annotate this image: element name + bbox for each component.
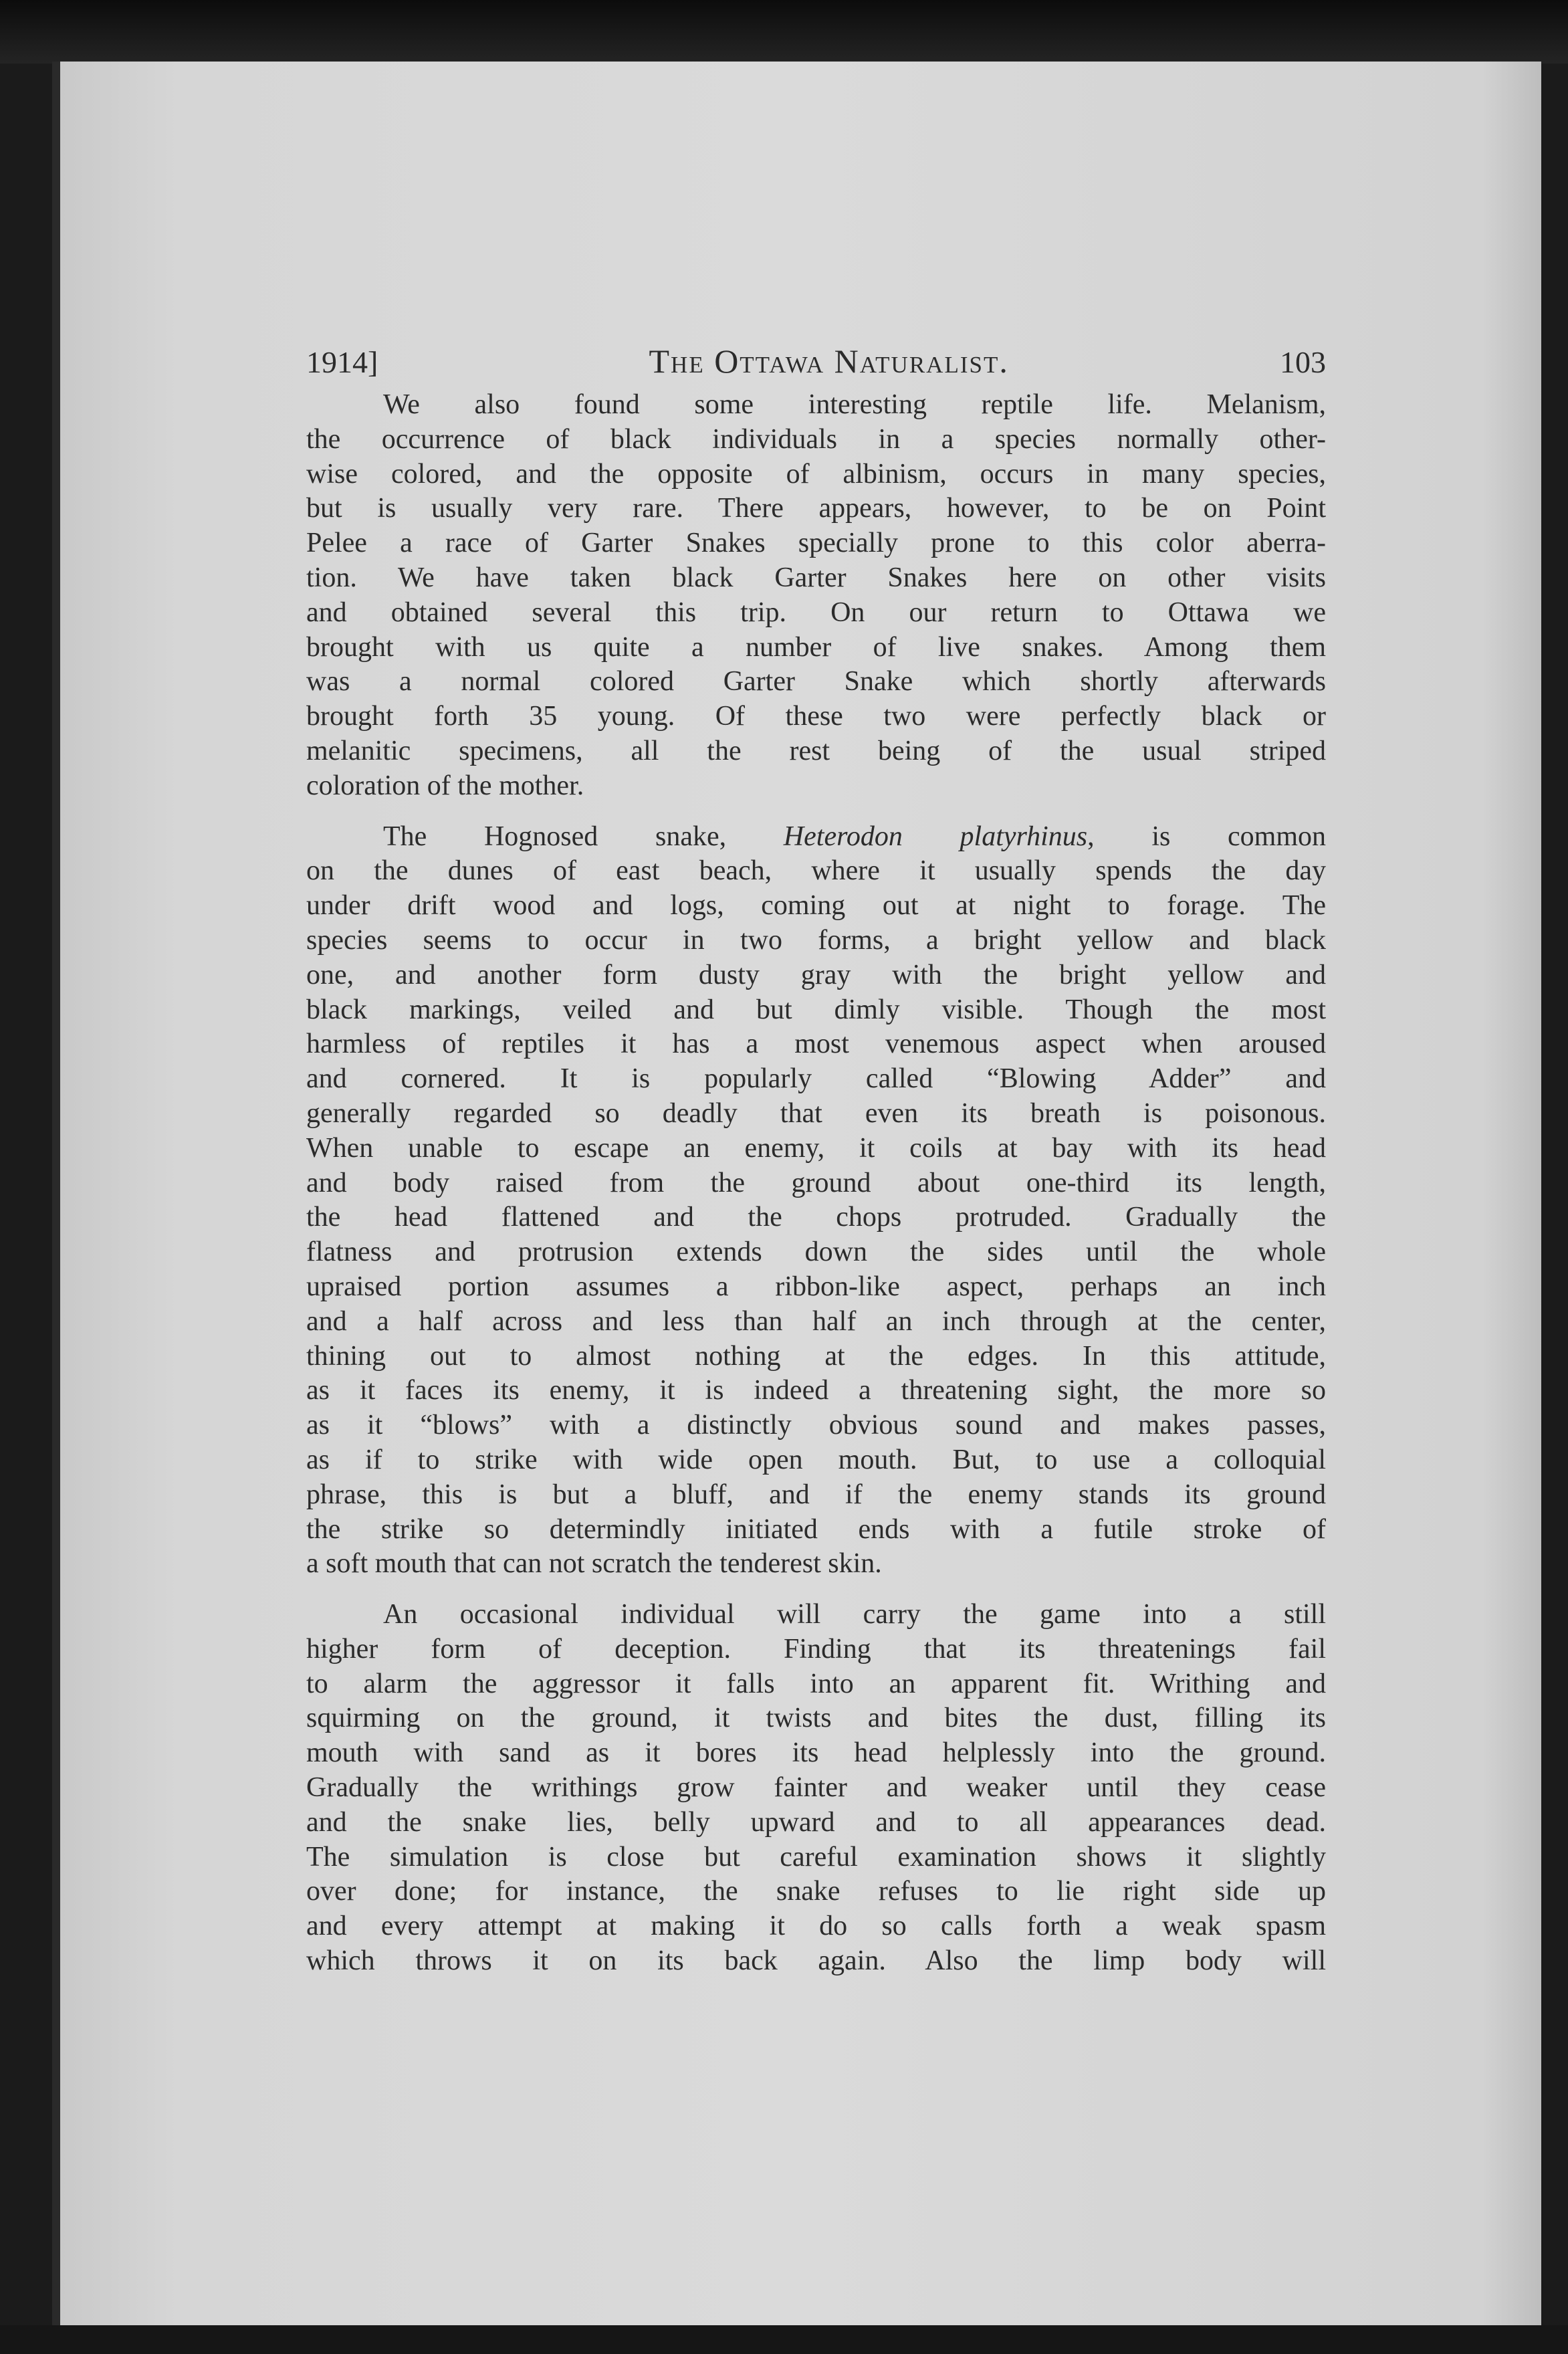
text-line: upraised portion assumes a ribbon-like aspect, perhaps an inch: [306, 1271, 1326, 1302]
page-number: 103: [1280, 345, 1326, 379]
text-line: over done; for instance, the snake refuses to lie right side up: [306, 1876, 1326, 1907]
paragraph-melanism: [306, 388, 1326, 804]
text-line: melanitic specimens, all the rest being of the usual striped: [306, 735, 1326, 766]
text-line: and cornered. It is popularly called “Blowing Adder” and: [306, 1063, 1326, 1095]
scan-top-border: [0, 0, 1568, 64]
scan-bottom-border: [0, 2325, 1568, 2354]
text-line: was a normal colored Garter Snake which shortly afterwards: [306, 666, 1326, 698]
text-line: as it “blows” with a distinctly obvious sound and makes passes,: [306, 1410, 1326, 1441]
text-line: the head flattened and the chops protruded. Gradually the: [306, 1202, 1326, 1233]
text-line: wise colored, and the opposite of albinism, occurs in many species,: [306, 458, 1326, 490]
text-line: generally regarded so deadly that even its breath is poisonous.: [306, 1097, 1326, 1129]
text-line: [306, 820, 1326, 855]
text-line: tion. We have taken black Garter Snakes here on other visits: [306, 562, 1326, 593]
text-line: Gradually the writhings grow fainter and weaker until they cease: [306, 1772, 1326, 1804]
text-line: harmless of reptiles it has a most venemous aspect when aroused: [306, 1029, 1326, 1060]
journal-title: The Ottawa Naturalist.: [649, 342, 1009, 380]
text-line: flatness and protrusion extends down the sides until the whole: [306, 1237, 1326, 1268]
text-line: brought forth 35 young. Of these two were perfectly black or: [306, 701, 1326, 732]
text-line: but is usually very rare. There appears, however, to be on Point: [306, 493, 1326, 524]
text-line: squirming on the ground, it twists and bites the dust, filling its: [306, 1703, 1326, 1734]
text-line: and the snake lies, belly upward and to all appearances dead.: [306, 1806, 1326, 1838]
text-line: the strike so determindly initiated ends with a futile stroke of: [306, 1513, 1326, 1545]
text-line: and a half across and less than half an inch through at the center,: [306, 1305, 1326, 1337]
running-head: [306, 341, 1326, 383]
text-line: as if to strike with wide open mouth. But, to use a colloquial: [306, 1444, 1326, 1475]
paragraph-deception: [306, 1598, 1326, 1979]
text-line: We also found some interesting reptile life. Melanism,: [383, 389, 1326, 420]
text-line: which throws it on its back again. Also the limp body will: [306, 1945, 1326, 1977]
text-line: a soft mouth that can not scratch the tenderest skin.: [306, 1548, 882, 1580]
text-line: the occurrence of black individuals in a species normally other-: [306, 423, 1326, 455]
text-line: black markings, veiled and but dimly visible. Though the most: [306, 994, 1326, 1025]
text-line: When unable to escape an enemy, it coils at bay with its head: [306, 1132, 1326, 1164]
text-line: and obtained several this trip. On our return to Ottawa we: [306, 597, 1326, 628]
text-line: as it faces its enemy, it is indeed a threatening sight, the more so: [306, 1375, 1326, 1406]
header-year: 1914]: [306, 345, 378, 379]
page-text-block: [306, 341, 1326, 1979]
text-line: phrase, this is but a bluff, and if the enemy stands its ground: [306, 1479, 1326, 1510]
text-line: The simulation is close but careful examination shows it slightly: [306, 1841, 1326, 1872]
text-line: and every attempt at making it do so calls forth a weak spasm: [306, 1911, 1326, 1942]
text-line: thining out to almost nothing at the edges. In this attitude,: [306, 1340, 1326, 1372]
text-line: mouth with sand as it bores its head helplessly into the ground.: [306, 1737, 1326, 1769]
text-line: under drift wood and logs, coming out at night to forage. The: [306, 890, 1326, 922]
text-line: species seems to occur in two forms, a bright yellow and black: [306, 924, 1326, 956]
text-line: coloration of the mother.: [306, 770, 584, 801]
text-fragment: , is common: [1087, 821, 1326, 852]
text-fragment: The Hognosed snake,: [383, 821, 727, 852]
paragraph-hognosed-snake: [306, 820, 1326, 1582]
text-line: Pelee a race of Garter Snakes specially prone to this color aberra-: [306, 528, 1326, 559]
text-line: An occasional individual will carry the game into a still: [383, 1599, 1326, 1630]
species-name: Heterodon platyrhinus: [783, 821, 1088, 852]
text-line: higher form of deception. Finding that its threatenings fail: [306, 1633, 1326, 1665]
text-line: to alarm the aggressor it falls into an apparent fit. Writhing and: [306, 1668, 1326, 1699]
text-line: one, and another form dusty gray with the bright yellow and: [306, 959, 1326, 990]
text-line: and body raised from the ground about one-third its length,: [306, 1167, 1326, 1198]
text-line: brought with us quite a number of live snakes. Among them: [306, 631, 1326, 663]
text-line: on the dunes of east beach, where it usually spends the day: [306, 855, 1326, 887]
